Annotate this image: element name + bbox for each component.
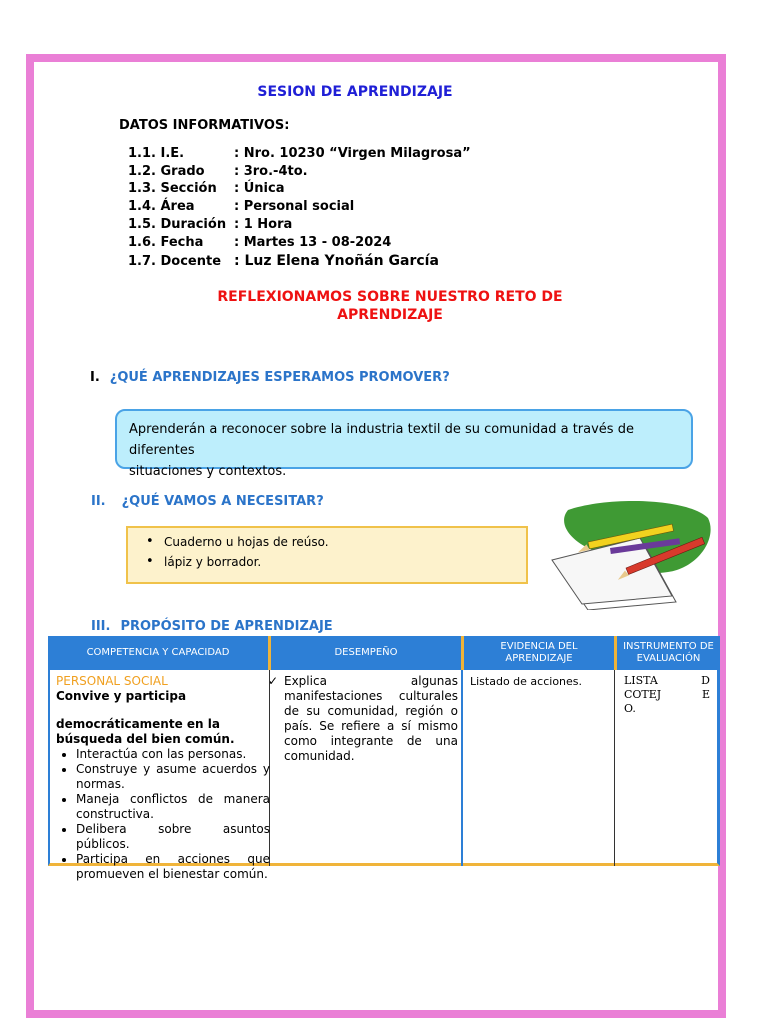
capacidades-list	[56, 747, 270, 882]
datos-informativos-heading: DATOS INFORMATIVOS:	[119, 118, 290, 133]
header-evidencia: EVIDENCIA DEL APRENDIZAJE	[500, 641, 578, 664]
check-icon: ✓	[268, 674, 279, 688]
desempeno-cell: ✓ Explica algunas manifestaciones culturales de su comunidad, región o país. Se refiere a sí mismo como integrante de una comunidad.	[268, 674, 458, 763]
column-divider	[461, 670, 463, 866]
instrumento-cell: LISTA D COTEJ E O.	[624, 674, 710, 715]
header-desempeno: DESEMPEÑO	[334, 647, 398, 658]
list-item: • Participa en acciones que promueven el bienestar común.	[76, 852, 270, 882]
proposito-table	[48, 636, 720, 881]
reflexion-heading: REFLEXIONAMOS SOBRE NUESTRO RETO DE APRENDIZAJE	[217, 289, 563, 323]
list-item: • lápiz y borrador.	[164, 552, 526, 572]
list-item: • Interactúa con las personas.	[76, 747, 270, 762]
pencils-illustration	[548, 498, 716, 610]
info-row-docente: 1.7. Docente : Luz Elena Ynoñán García	[128, 253, 439, 269]
info-row-area: 1.4. Área : Personal social	[128, 199, 355, 214]
list-item: • Construye y asume acuerdos y normas.	[76, 762, 270, 792]
competencia-title-cont: democráticamente en la búsqueda del bien común.	[56, 717, 235, 746]
section-1-heading: I. ¿QUÉ APRENDIZAJES ESPERAMOS PROMOVER?	[90, 370, 450, 385]
section-2-heading: II. ¿QUÉ VAMOS A NECESITAR?	[91, 494, 324, 509]
competencia-title: Convive y participa	[56, 689, 187, 703]
list-item: • Delibera sobre asuntos públicos.	[76, 822, 270, 852]
evidencia-cell: Listado de acciones.	[470, 675, 583, 688]
info-row-seccion: 1.3. Sección : Única	[128, 181, 285, 196]
header-competencia: COMPETENCIA Y CAPACIDAD	[86, 647, 230, 658]
table-header	[48, 636, 720, 670]
info-row-fecha: 1.6. Fecha : Martes 13 - 08-2024	[128, 235, 392, 250]
header-instrumento: INSTRUMENTO DE EVALUACIÓN	[623, 641, 714, 664]
materials-box	[126, 526, 528, 584]
section-3-heading: III. PROPÓSITO DE APRENDIZAJE	[91, 619, 333, 634]
list-item: • Cuaderno u hojas de reúso.	[164, 532, 526, 552]
competencia-cell	[56, 674, 270, 882]
info-row-duracion: 1.5. Duración : 1 Hora	[128, 217, 293, 232]
list-item: • Maneja conflictos de manera constructiva.	[76, 792, 270, 822]
page-title: SESION DE APRENDIZAJE	[257, 84, 453, 100]
info-row-grado: 1.2. Grado : 3ro.-4to.	[128, 164, 308, 179]
column-divider	[614, 670, 615, 866]
info-row-ie: 1.1. I.E. : Nro. 10230 “Virgen Milagrosa”	[128, 146, 471, 161]
aprendizajes-box: Aprenderán a reconocer sobre la industria textil de su comunidad a través de diferentes situaciones y contextos.	[115, 409, 693, 469]
area-label: PERSONAL SOCIAL	[56, 674, 168, 688]
